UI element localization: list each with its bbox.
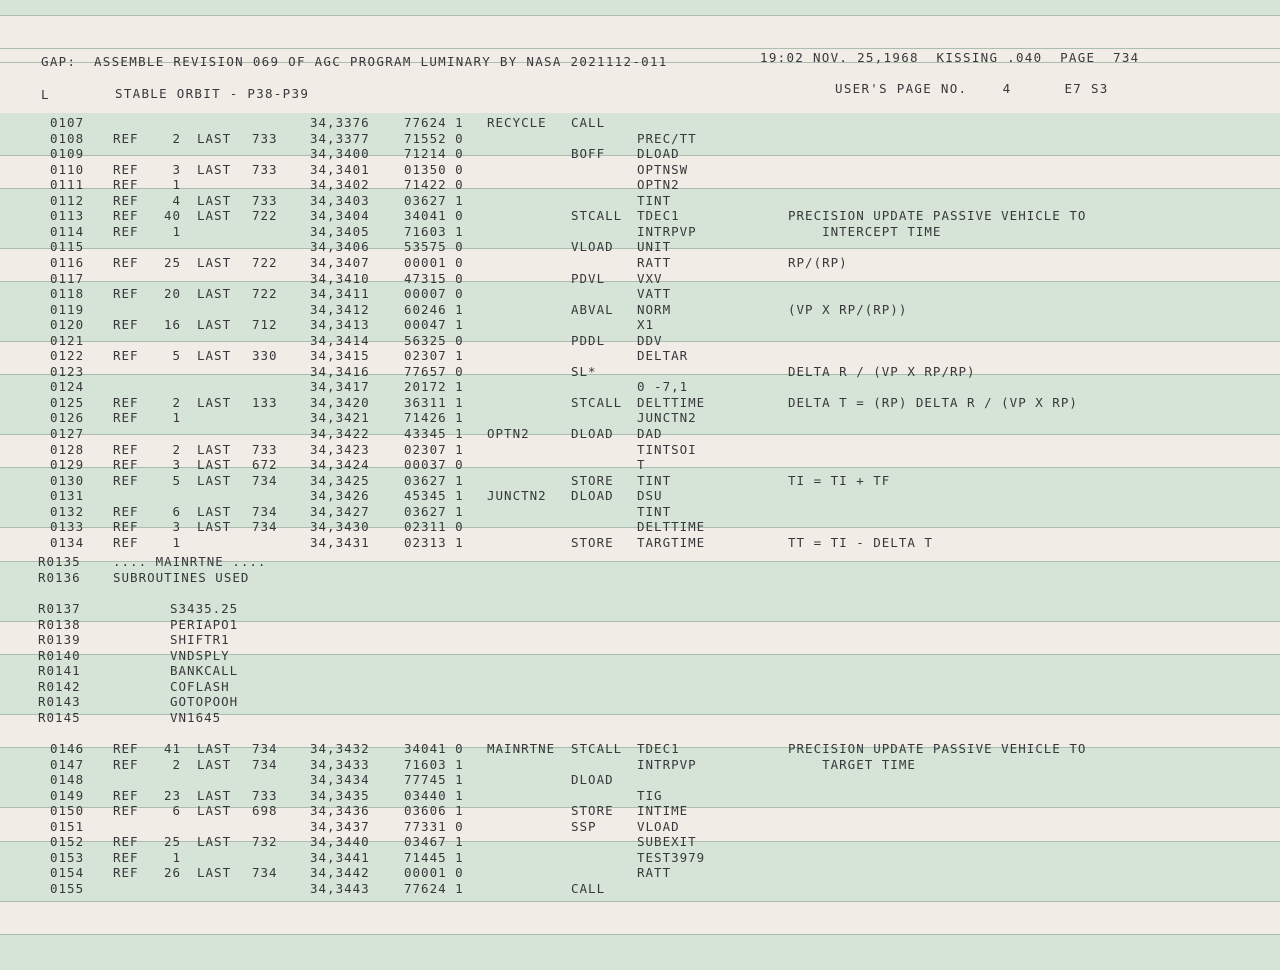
opcode: DLOAD (571, 426, 614, 441)
address: 34,3404 (310, 208, 370, 224)
line-number: 0154 (50, 865, 85, 881)
last-marker: LAST (197, 348, 232, 364)
subroutine-name: COFLASH (170, 678, 230, 694)
line-number: R0143 (38, 694, 81, 710)
line-number: 0121 (50, 332, 85, 348)
line-number: 0153 (50, 849, 85, 865)
last-page: 722 (252, 286, 278, 302)
opcode: SL* (571, 363, 597, 379)
last-page: 733 (252, 441, 278, 457)
opcode: STCALL (571, 741, 623, 756)
last-page: 733 (252, 787, 278, 803)
last-page: 734 (252, 519, 278, 535)
line-number: 0131 (50, 488, 85, 504)
opcode: DLOAD (571, 488, 614, 504)
line-number: 0122 (50, 348, 85, 364)
last-marker: LAST (197, 286, 232, 302)
address: 34,3402 (310, 177, 370, 193)
line-number: R0138 (38, 616, 81, 632)
last-page: 734 (252, 741, 278, 756)
operand: OPTN2 (637, 177, 680, 193)
subroutine-name: BANKCALL (170, 663, 239, 679)
operand: TARGTIME (637, 534, 706, 550)
ref-count: 16 (163, 317, 181, 333)
address: 34,3424 (310, 457, 370, 473)
last-marker: LAST (197, 192, 232, 208)
operand: 0 -7,1 (637, 379, 689, 395)
comment: DELTA R / (VP X RP/RP) (788, 363, 976, 379)
octal-code: 02311 0 (404, 519, 464, 535)
octal-code: 00047 1 (404, 317, 464, 333)
operand: TDEC1 (637, 208, 680, 224)
ref-marker: REF (113, 741, 139, 756)
ref-count: 26 (163, 865, 181, 881)
ref-count: 41 (163, 741, 181, 756)
octal-code: 03627 1 (404, 503, 464, 519)
address: 34,3400 (310, 146, 370, 162)
last-marker: LAST (197, 503, 232, 519)
operand: TEST3979 (637, 849, 706, 865)
line-number: 0149 (50, 787, 85, 803)
octal-code: 02307 1 (404, 348, 464, 364)
header-line-type: L (41, 87, 50, 102)
address: 34,3401 (310, 161, 370, 177)
octal-code: 00001 0 (404, 254, 464, 270)
ref-count: 1 (172, 534, 181, 550)
last-page: 698 (252, 803, 278, 819)
last-page: 733 (252, 192, 278, 208)
octal-code: 02307 1 (404, 441, 464, 457)
comment: INTERCEPT TIME (788, 223, 942, 239)
last-page: 733 (252, 130, 278, 146)
line-number: 0111 (50, 177, 85, 193)
operand: TINT (637, 472, 672, 488)
ref-marker: REF (113, 849, 139, 865)
ref-count: 23 (163, 787, 181, 803)
operand: INTRPVP (637, 756, 697, 772)
octal-code: 03627 1 (404, 192, 464, 208)
operand: RATT (637, 865, 672, 881)
address: 34,3436 (310, 803, 370, 819)
line-number: 0113 (50, 208, 85, 224)
operand: DDV (637, 332, 663, 348)
operand: T (637, 457, 646, 473)
opcode: SSP (571, 818, 597, 834)
last-marker: LAST (197, 317, 232, 333)
line-number: 0146 (50, 741, 85, 756)
line-number: 0109 (50, 146, 85, 162)
line-number: 0123 (50, 363, 85, 379)
last-page: 722 (252, 254, 278, 270)
ref-count: 3 (172, 519, 181, 535)
subroutine-name: GOTOPOOH (170, 694, 239, 710)
last-page: 672 (252, 457, 278, 473)
address: 34,3433 (310, 756, 370, 772)
last-marker: LAST (197, 441, 232, 457)
address: 34,3442 (310, 865, 370, 881)
octal-code: 71603 1 (404, 756, 464, 772)
line-number: 0148 (50, 772, 85, 788)
ref-marker: REF (113, 410, 139, 426)
ref-marker: REF (113, 177, 139, 193)
subroutine-name: S3435.25 (170, 601, 239, 616)
ref-marker: REF (113, 457, 139, 473)
subroutine-heading: SUBROUTINES USED (113, 569, 250, 585)
line-number: 0108 (50, 130, 85, 146)
octal-code: 03467 1 (404, 834, 464, 850)
ref-marker: REF (113, 865, 139, 881)
octal-code: 00001 0 (404, 865, 464, 881)
last-page: 734 (252, 756, 278, 772)
line-number: R0139 (38, 632, 81, 648)
label: MAINRTNE (487, 741, 556, 756)
ref-marker: REF (113, 254, 139, 270)
line-number: 0152 (50, 834, 85, 850)
address: 34,3423 (310, 441, 370, 457)
line-number: 0150 (50, 803, 85, 819)
address: 34,3416 (310, 363, 370, 379)
octal-code: 43345 1 (404, 426, 464, 441)
comment: RP/(RP) (788, 254, 848, 270)
label: JUNCTN2 (487, 488, 547, 504)
ref-count: 25 (163, 254, 181, 270)
last-page: 712 (252, 317, 278, 333)
subroutine-heading: .... MAINRTNE .... (113, 554, 267, 569)
opcode: CALL (571, 880, 606, 896)
ref-count: 2 (172, 441, 181, 457)
opcode: PDDL (571, 332, 606, 348)
ref-marker: REF (113, 503, 139, 519)
address: 34,3403 (310, 192, 370, 208)
ref-count: 6 (172, 503, 181, 519)
octal-code: 60246 1 (404, 301, 464, 317)
last-page: 733 (252, 161, 278, 177)
octal-code: 03627 1 (404, 472, 464, 488)
ref-marker: REF (113, 519, 139, 535)
operand: TIG (637, 787, 663, 803)
operand: INTRPVP (637, 223, 697, 239)
ref-marker: REF (113, 534, 139, 550)
line-number: 0114 (50, 223, 85, 239)
operand: DELTTIME (637, 394, 706, 410)
address: 34,3435 (310, 787, 370, 803)
address: 34,3413 (310, 317, 370, 333)
octal-code: 47315 0 (404, 270, 464, 286)
octal-code: 34041 0 (404, 741, 464, 756)
octal-code: 36311 1 (404, 394, 464, 410)
last-marker: LAST (197, 803, 232, 819)
opcode: STCALL (571, 208, 623, 224)
octal-code: 20172 1 (404, 379, 464, 395)
operand: VXV (637, 270, 663, 286)
address: 34,3421 (310, 410, 370, 426)
line-number: R0136 (38, 569, 81, 585)
opcode: STORE (571, 803, 614, 819)
ref-marker: REF (113, 286, 139, 302)
last-page: 133 (252, 394, 278, 410)
last-marker: LAST (197, 130, 232, 146)
ref-count: 2 (172, 130, 181, 146)
comment: PRECISION UPDATE PASSIVE VEHICLE TO (788, 208, 1087, 224)
address: 34,3417 (310, 379, 370, 395)
octal-code: 45345 1 (404, 488, 464, 504)
address: 34,3425 (310, 472, 370, 488)
line-number: 0120 (50, 317, 85, 333)
octal-code: 71422 0 (404, 177, 464, 193)
ref-marker: REF (113, 223, 139, 239)
opcode: STORE (571, 472, 614, 488)
address: 34,3434 (310, 772, 370, 788)
operand: TINTSOI (637, 441, 697, 457)
address: 34,3377 (310, 130, 370, 146)
operand: NORM (637, 301, 672, 317)
last-marker: LAST (197, 741, 232, 756)
ref-count: 40 (163, 208, 181, 224)
opcode: ABVAL (571, 301, 614, 317)
opcode: CALL (571, 115, 606, 130)
octal-code: 71426 1 (404, 410, 464, 426)
ref-marker: REF (113, 834, 139, 850)
address: 34,3414 (310, 332, 370, 348)
line-number: 0128 (50, 441, 85, 457)
octal-code: 02313 1 (404, 534, 464, 550)
octal-code: 77624 1 (404, 880, 464, 896)
address: 34,3430 (310, 519, 370, 535)
ref-marker: REF (113, 441, 139, 457)
opcode: BOFF (571, 146, 606, 162)
octal-code: 77657 0 (404, 363, 464, 379)
ref-count: 4 (172, 192, 181, 208)
line-number: 0155 (50, 880, 85, 896)
octal-code: 03440 1 (404, 787, 464, 803)
last-marker: LAST (197, 834, 232, 850)
comment: DELTA T = (RP) DELTA R / (VP X RP) (788, 394, 1078, 410)
line-number: R0137 (38, 601, 81, 616)
operand: RATT (637, 254, 672, 270)
last-marker: LAST (197, 394, 232, 410)
ref-marker: REF (113, 192, 139, 208)
last-page: 722 (252, 208, 278, 224)
operand: TINT (637, 503, 672, 519)
octal-code: 00037 0 (404, 457, 464, 473)
operand: DELTAR (637, 348, 689, 364)
ref-count: 1 (172, 410, 181, 426)
address: 34,3405 (310, 223, 370, 239)
last-marker: LAST (197, 756, 232, 772)
address: 34,3437 (310, 818, 370, 834)
comment: (VP X RP/(RP)) (788, 301, 908, 317)
ref-count: 2 (172, 394, 181, 410)
line-number: 0112 (50, 192, 85, 208)
comment: TARGET TIME (788, 756, 916, 772)
last-marker: LAST (197, 254, 232, 270)
subroutine-name: VN1645 (170, 709, 222, 725)
last-marker: LAST (197, 457, 232, 473)
line-number: R0141 (38, 663, 81, 679)
octal-code: 77624 1 (404, 115, 464, 130)
address: 34,3412 (310, 301, 370, 317)
last-page: 732 (252, 834, 278, 850)
octal-code: 71603 1 (404, 223, 464, 239)
line-number: 0147 (50, 756, 85, 772)
operand: VATT (637, 286, 672, 302)
address: 34,3426 (310, 488, 370, 504)
last-marker: LAST (197, 208, 232, 224)
subroutine-name: VNDSPLY (170, 647, 230, 663)
comment: TT = TI - DELTA T (788, 534, 933, 550)
octal-code: 01350 0 (404, 161, 464, 177)
address: 34,3422 (310, 426, 370, 441)
operand: OPTNSW (637, 161, 689, 177)
ref-count: 3 (172, 161, 181, 177)
address: 34,3407 (310, 254, 370, 270)
ref-count: 1 (172, 177, 181, 193)
address: 34,3443 (310, 880, 370, 896)
address: 34,3410 (310, 270, 370, 286)
ref-count: 20 (163, 286, 181, 302)
line-number: 0130 (50, 472, 85, 488)
line-number: R0135 (38, 554, 81, 569)
ref-marker: REF (113, 756, 139, 772)
address: 34,3427 (310, 503, 370, 519)
line-number: 0134 (50, 534, 85, 550)
ref-marker: REF (113, 787, 139, 803)
octal-code: 34041 0 (404, 208, 464, 224)
ref-count: 2 (172, 756, 181, 772)
line-number: 0124 (50, 379, 85, 395)
opcode: PDVL (571, 270, 606, 286)
line-number: R0140 (38, 647, 81, 663)
line-number: 0133 (50, 519, 85, 535)
octal-code: 71214 0 (404, 146, 464, 162)
opcode: STCALL (571, 394, 623, 410)
line-number: 0127 (50, 426, 85, 441)
ref-marker: REF (113, 130, 139, 146)
ref-marker: REF (113, 161, 139, 177)
label: RECYCLE (487, 115, 547, 130)
address: 34,3411 (310, 286, 370, 302)
address: 34,3420 (310, 394, 370, 410)
last-page: 734 (252, 503, 278, 519)
operand: TDEC1 (637, 741, 680, 756)
line-number: 0118 (50, 286, 85, 302)
octal-code: 56325 0 (404, 332, 464, 348)
ref-count: 25 (163, 834, 181, 850)
address: 34,3441 (310, 849, 370, 865)
ref-marker: REF (113, 803, 139, 819)
ref-marker: REF (113, 317, 139, 333)
operand: TINT (637, 192, 672, 208)
ref-count: 1 (172, 223, 181, 239)
line-number: 0126 (50, 410, 85, 426)
ref-marker: REF (113, 348, 139, 364)
ref-count: 3 (172, 457, 181, 473)
line-number: R0145 (38, 709, 81, 725)
address: 34,3431 (310, 534, 370, 550)
last-page: 734 (252, 865, 278, 881)
line-number: 0119 (50, 301, 85, 317)
octal-code: 53575 0 (404, 239, 464, 255)
last-marker: LAST (197, 787, 232, 803)
subroutine-name: SHIFTR1 (170, 632, 230, 648)
address: 34,3376 (310, 115, 370, 130)
header-datetime-page: 19:02 NOV. 25,1968 KISSING .040 PAGE 734 (760, 50, 1140, 65)
last-marker: LAST (197, 161, 232, 177)
line-number: R0142 (38, 678, 81, 694)
ref-marker: REF (113, 208, 139, 224)
address: 34,3415 (310, 348, 370, 364)
line-number: 0132 (50, 503, 85, 519)
operand: INTIME (637, 803, 689, 819)
ref-marker: REF (113, 472, 139, 488)
line-number: 0151 (50, 818, 85, 834)
header-user-page: USER'S PAGE NO. 4 E7 S3 (835, 81, 1109, 96)
operand: X1 (637, 317, 655, 333)
octal-code: 71445 1 (404, 849, 464, 865)
line-number: 0110 (50, 161, 85, 177)
line-number: 0117 (50, 270, 85, 286)
operand: DSU (637, 488, 663, 504)
last-marker: LAST (197, 865, 232, 881)
ref-marker: REF (113, 394, 139, 410)
octal-code: 71552 0 (404, 130, 464, 146)
ref-count: 1 (172, 849, 181, 865)
header-section-title: STABLE ORBIT - P38-P39 (115, 86, 310, 101)
operand: PREC/TT (637, 130, 697, 146)
line-number: 0107 (50, 115, 85, 130)
line-number: 0115 (50, 239, 85, 255)
operand: JUNCTN2 (637, 410, 697, 426)
address: 34,3406 (310, 239, 370, 255)
comment: TI = TI + TF (788, 472, 891, 488)
operand: DELTTIME (637, 519, 706, 535)
ref-count: 5 (172, 348, 181, 364)
octal-code: 03606 1 (404, 803, 464, 819)
octal-code: 77331 0 (404, 818, 464, 834)
line-number: 0129 (50, 457, 85, 473)
header-assemble-line: GAP: ASSEMBLE REVISION 069 OF AGC PROGRAM LUMINARY BY NASA 2021112-011 (41, 54, 668, 69)
last-marker: LAST (197, 519, 232, 535)
opcode: DLOAD (571, 772, 614, 788)
line-number: 0125 (50, 394, 85, 410)
label: OPTN2 (487, 426, 530, 441)
address: 34,3432 (310, 741, 370, 756)
operand: DAD (637, 426, 663, 441)
line-number: 0116 (50, 254, 85, 270)
opcode: STORE (571, 534, 614, 550)
last-page: 734 (252, 472, 278, 488)
comment: PRECISION UPDATE PASSIVE VEHICLE TO (788, 741, 1087, 756)
operand: SUBEXIT (637, 834, 697, 850)
subroutine-name: PERIAPO1 (170, 616, 239, 632)
last-marker: LAST (197, 472, 232, 488)
address: 34,3440 (310, 834, 370, 850)
octal-code: 00007 0 (404, 286, 464, 302)
operand: DLOAD (637, 146, 680, 162)
operand: VLOAD (637, 818, 680, 834)
operand: UNIT (637, 239, 672, 255)
last-page: 330 (252, 348, 278, 364)
ref-count: 5 (172, 472, 181, 488)
octal-code: 77745 1 (404, 772, 464, 788)
ref-count: 6 (172, 803, 181, 819)
opcode: VLOAD (571, 239, 614, 255)
